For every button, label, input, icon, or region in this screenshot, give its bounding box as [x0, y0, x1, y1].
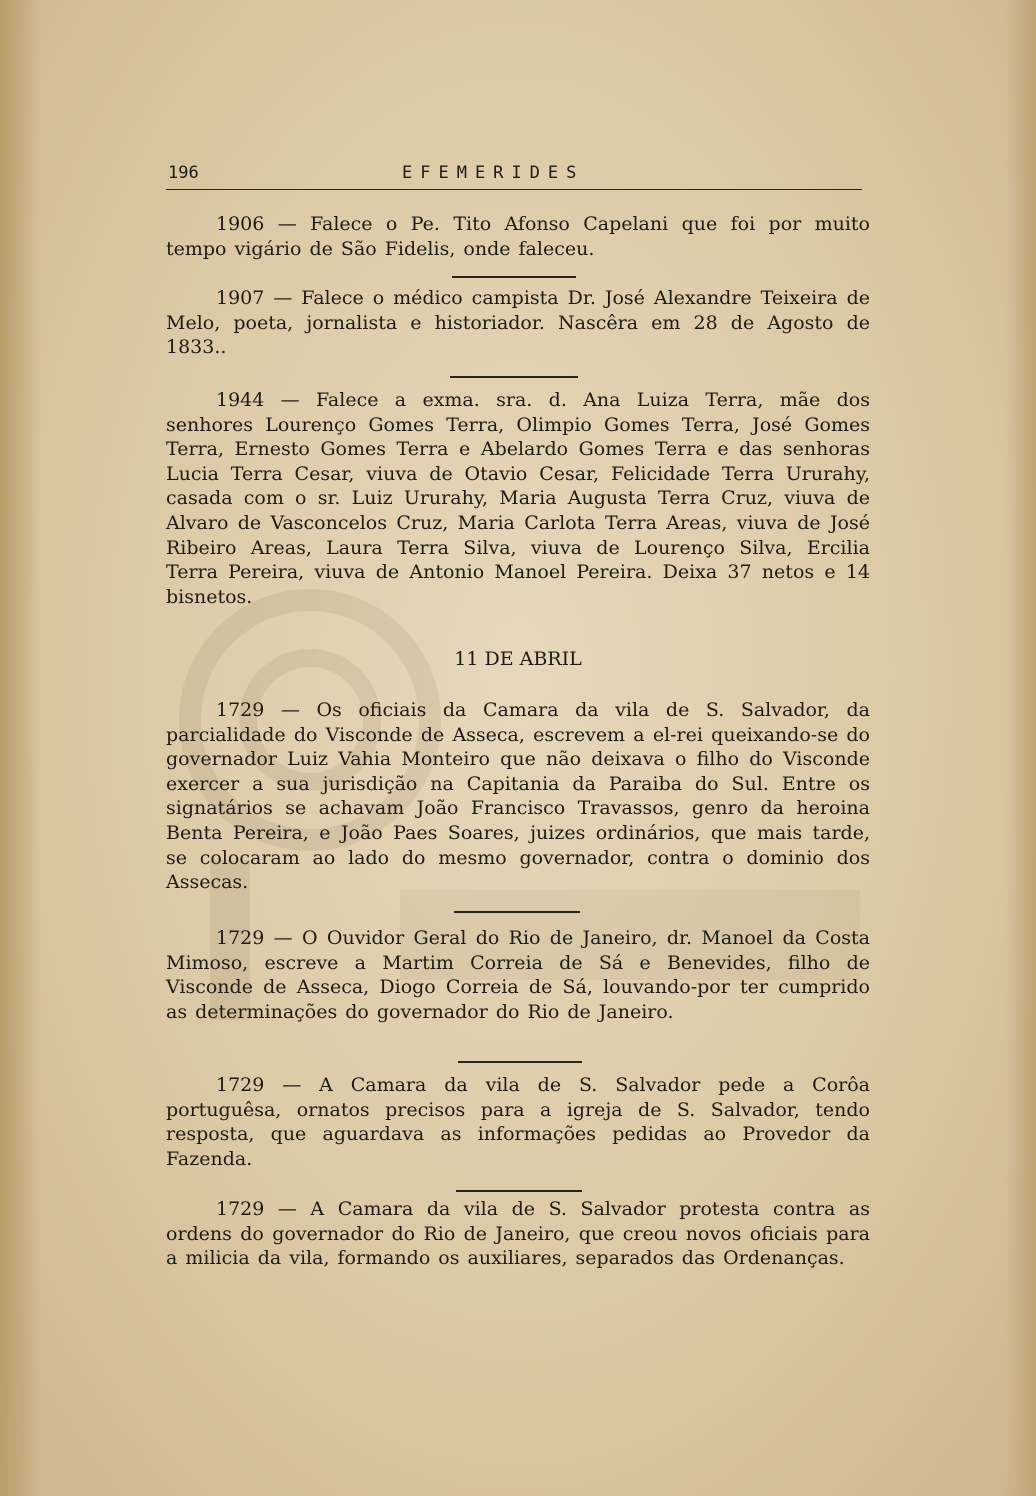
page-header [166, 163, 862, 190]
page-edge-shadow-right [1006, 0, 1036, 1496]
entry-1729-camara-queixa: 1729 — Os oficiais da Camara da vila de S. Salvador, da parcialidade do Visconde de Asseca, escrevem a el-rei queixando-se do governador Luiz Vahia Monteiro que não deixava o filho do Visconde exercer a sua jurisdição na Capitania da Paraiba do Sul. Entre os signatários se achavam João Francisco Travassos, genro da heroina Benta Pereira, e João Paes Soares, juizes ordinários, que mais tarde, se colocaram ao lado do mesmo governador, contra o dominio dos Assecas. [166, 699, 870, 894]
running-title: EFEMERIDES [402, 163, 585, 183]
page-edge-shadow-left [0, 0, 40, 1496]
separator-rule [456, 1190, 582, 1192]
separator-rule [458, 1061, 582, 1063]
entry-1944: 1944 — Falece a exma. sra. d. Ana Luiza Terra, mãe dos senhores Lourenço Gomes Terra, Olimpio Gomes Terra, José Gomes Terra, Ernesto Gomes Terra e Abelardo Gomes Terra e das senhoras Lucia Terra Cesar, viuva de Otavio Cesar, Felicidade Terra Ururahy, casada com o sr. Luiz Ururahy, Maria Augusta Terra Cruz, viuva de Alvaro de Vasconcelos Cruz, Maria Carlota Terra Areas, viuva de José Ribeiro Areas, Laura Terra Silva, viuva de Lourenço Silva, Ercilia Terra Pereira, viuva de Antonio Manoel Pereira. Deixa 37 netos e 14 bisnetos. [166, 389, 870, 608]
separator-rule [450, 376, 578, 378]
page-number: 196 [168, 163, 199, 183]
entry-1729-protesta: 1729 — A Camara da vila de S. Salvador protesta contra as ordens do governador do Rio de Janeiro, que creou novos oficiais para a milicia da vila, formando os auxiliares, separados das Ordenanças. [166, 1198, 870, 1270]
entry-1729-ornatos: 1729 — A Camara da vila de S. Salvador pede a Corôa portuguêsa, ornatos precisos para a igreja de S. Salvador, tendo resposta, que aguardava as informações pedidas ao Provedor da Fazenda. [166, 1074, 870, 1170]
entry-1906: 1906 — Falece o Pe. Tito Afonso Capelani que foi por muito tempo vigário de São Fidelis, onde faleceu. [166, 213, 870, 260]
separator-rule [452, 276, 576, 278]
entry-1907: 1907 — Falece o médico campista Dr. José Alexandre Teixeira de Melo, poeta, jornalista e historiador. Nascêra em 28 de Agosto de 1833.. [166, 287, 870, 359]
separator-rule [454, 911, 580, 913]
entry-1729-ouvidor: 1729 — O Ouvidor Geral do Rio de Janeiro, dr. Manoel da Costa Mimoso, escreve a Martim Correia de Sá e Benevides, filho de Visconde de Asseca, Diogo Correia de Sá, louvando-por ter cumprido as determinações do governador do Rio de Janeiro. [166, 927, 870, 1023]
section-heading: 11 DE ABRIL [454, 648, 582, 670]
